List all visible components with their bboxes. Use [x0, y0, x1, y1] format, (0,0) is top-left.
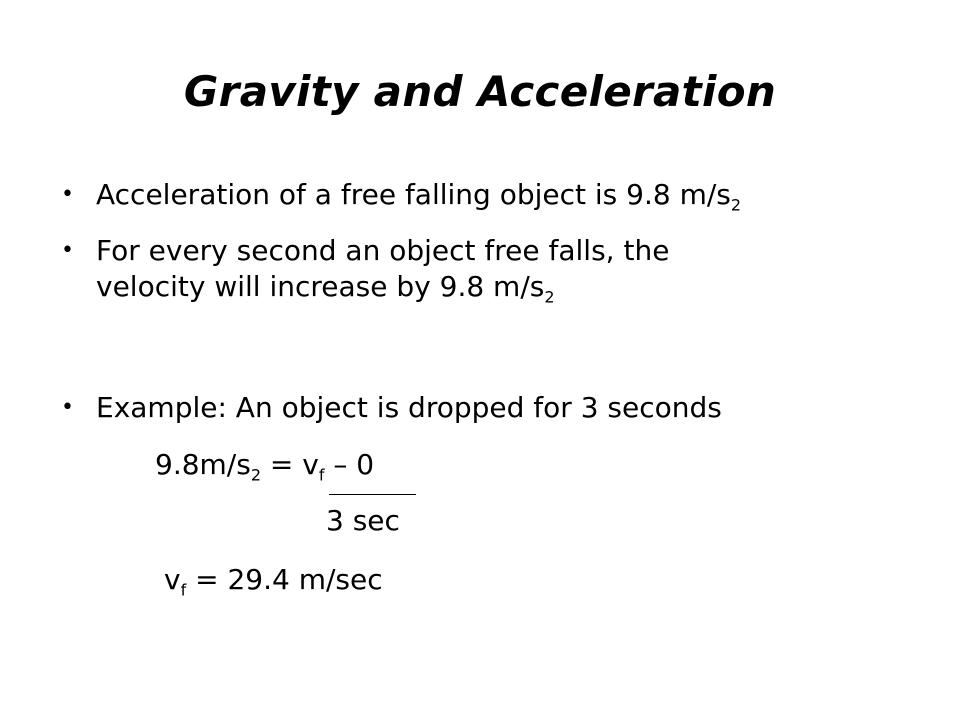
equation-lhs: 9.8m/s — [155, 448, 251, 481]
exponent: 2 — [544, 287, 555, 307]
equation-numerator-line — [155, 447, 374, 483]
subscript-f: f — [180, 580, 187, 600]
equation-numerator-tail: – 0 — [324, 448, 375, 481]
slide-title: Gravity and Acceleration — [183, 67, 777, 116]
bullet-item-example — [96, 390, 722, 426]
fraction-bar — [329, 494, 416, 495]
bullet-item-velocity-line2 — [96, 269, 555, 305]
equation-equals-v: = v — [261, 448, 319, 481]
bullet-text: Example: An object is dropped for 3 seconds — [96, 391, 722, 424]
bullet-text: Acceleration of a free falling object is 9.8 m/s — [96, 178, 731, 211]
bullet-item-acceleration — [96, 177, 741, 213]
exponent: 2 — [730, 195, 742, 215]
exponent: 2 — [250, 465, 262, 485]
subscript-f: f — [318, 465, 325, 485]
bullet-marker: • — [61, 395, 74, 420]
equation-denominator: 3 sec — [326, 504, 400, 537]
bullet-text: For every second an object free falls, the — [96, 234, 670, 267]
result-tail: = 29.4 m/sec — [186, 563, 383, 596]
bullet-marker: • — [61, 238, 74, 263]
bullet-marker: • — [61, 182, 74, 207]
bullet-text: velocity will increase by 9.8 m/s — [96, 270, 545, 303]
result-v: v — [164, 563, 181, 596]
equation-result — [164, 562, 383, 598]
bullet-item-velocity-line1 — [96, 233, 669, 269]
